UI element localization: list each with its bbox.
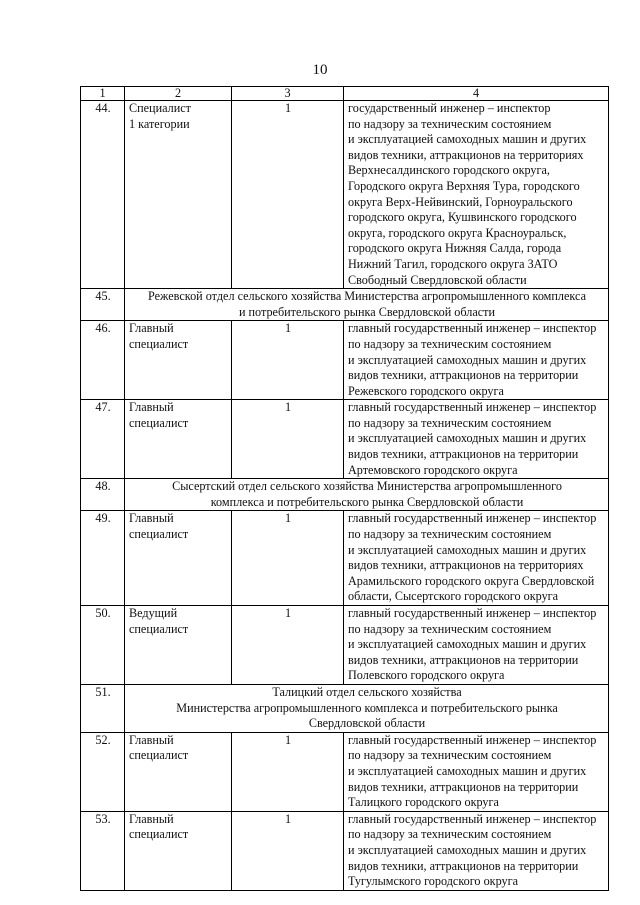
row-number: 48. (81, 479, 125, 511)
duties-description (344, 101, 609, 289)
position-title (125, 400, 232, 479)
duties-line: и эксплуатацией самоходных машин и других (348, 842, 587, 857)
table-header-row (81, 87, 609, 101)
position-line: специалист (129, 527, 189, 542)
table-row (81, 400, 609, 479)
table-row (81, 511, 609, 606)
column-header: 1 (81, 87, 125, 101)
position-line: 1 категории (129, 116, 190, 131)
duties-line: по надзору за техническим состоянием (348, 748, 552, 763)
duties-line: видов техники, аттракционов на территории (348, 447, 579, 462)
position-title (125, 606, 232, 685)
duties-description (344, 511, 609, 606)
position-line: специалист (129, 748, 189, 763)
row-number: 50. (81, 606, 125, 685)
duties-line: по надзору за техническим состоянием (348, 116, 552, 131)
position-line: Специалист (129, 101, 191, 115)
duties-line: округа Верх-Нейвинский, Горноуральского (348, 194, 573, 209)
duties-description (344, 606, 609, 685)
duties-line: по надзору за техническим состоянием (348, 827, 552, 842)
department-row (81, 479, 609, 511)
duties-line: Артемовского городского округа (348, 462, 518, 477)
column-header: 2 (125, 87, 232, 101)
duties-line: Режевского городского округа (348, 383, 504, 398)
position-line: Главный (129, 400, 174, 415)
duties-line: Свободный Свердловской области (348, 272, 527, 287)
staff-count: 1 (232, 101, 344, 289)
position-line: специалист (129, 827, 189, 842)
duties-line: Нижний Тагил, городского округа ЗАТО (348, 256, 558, 271)
row-number: 44. (81, 101, 125, 289)
table-body (81, 101, 609, 891)
page-number: 10 (312, 62, 328, 78)
duties-description (344, 811, 609, 890)
duties-line: по надзору за техническим состоянием (348, 336, 552, 351)
position-line: специалист (129, 621, 189, 636)
duties-line: области, Сысертского городского округа (348, 589, 559, 604)
duties-line: городского округа Нижняя Салда, города (348, 241, 562, 256)
department-line: Талицкий отдел сельского хозяйства (272, 684, 462, 699)
duties-description (344, 321, 609, 400)
staff-count: 1 (232, 811, 344, 890)
position-line: Главный (129, 732, 174, 747)
duties-line: Талицкого городского округа (348, 795, 499, 810)
department-line: Министерства агропромышленного комплекса и потребительского рынка (176, 700, 558, 715)
row-number: 46. (81, 321, 125, 400)
department-name (125, 479, 609, 511)
row-number: 49. (81, 511, 125, 606)
position-title (125, 321, 232, 400)
position-title (125, 101, 232, 289)
duties-line: Полевского городского округа (348, 668, 505, 683)
duties-line: по надзору за техническим состоянием (348, 527, 552, 542)
duties-line: Тугулымского городского округа (348, 874, 519, 889)
table-row (81, 321, 609, 400)
duties-line: и эксплуатацией самоходных машин и других (348, 542, 587, 557)
position-line: Главный (129, 321, 174, 336)
department-line: Сысертский отдел сельского хозяйства Министерства агропромышленного (172, 479, 562, 494)
duties-line: главный государственный инженер – инспектор (348, 811, 597, 826)
position-line: Главный (129, 511, 174, 526)
duties-line: главный государственный инженер – инспектор (348, 321, 597, 336)
department-row (81, 289, 609, 321)
row-number: 45. (81, 289, 125, 321)
duties-line: Городского округа Верхняя Тура, городского (348, 178, 580, 193)
duties-line: видов техники, аттракционов на территории (348, 652, 579, 667)
duties-line: видов техники, аттракционов на территории (348, 858, 579, 873)
duties-line: видов техники, аттракционов на территориях (348, 558, 584, 573)
position-title (125, 732, 232, 811)
staff-count: 1 (232, 732, 344, 811)
table-row (81, 606, 609, 685)
duties-line: видов техники, аттракционов на территории (348, 779, 579, 794)
duties-line: главный государственный инженер – инспектор (348, 606, 597, 620)
table-row (81, 101, 609, 289)
row-number: 47. (81, 400, 125, 479)
duties-line: Верхнесалдинского городского округа, (348, 163, 550, 178)
column-header: 4 (344, 87, 609, 101)
staff-count: 1 (232, 400, 344, 479)
duties-line: Арамильского городского округа Свердловской (348, 573, 595, 588)
duties-line: и эксплуатацией самоходных машин и других (348, 352, 587, 367)
position-line: специалист (129, 415, 189, 430)
duties-line: и эксплуатацией самоходных машин и других (348, 431, 587, 446)
table-row (81, 732, 609, 811)
department-line: Режевской отдел сельского хозяйства Министерства агропромышленного комплекса (147, 289, 586, 304)
staffing-table (80, 86, 609, 891)
duties-line: главный государственный инженер – инспектор (348, 732, 597, 747)
duties-line: видов техники, аттракционов на территориях (348, 147, 584, 162)
duties-line: по надзору за техническим состоянием (348, 415, 552, 430)
duties-description (344, 732, 609, 811)
department-name (125, 289, 609, 321)
duties-line: главный государственный инженер – инспектор (348, 400, 597, 415)
position-line: Ведущий (129, 606, 178, 620)
row-number: 52. (81, 732, 125, 811)
position-line: Главный (129, 811, 174, 826)
duties-line: государственный инженер – инспектор (348, 101, 551, 115)
row-number: 53. (81, 811, 125, 890)
duties-line: и эксплуатацией самоходных машин и других (348, 132, 587, 147)
position-title (125, 511, 232, 606)
row-number: 51. (81, 684, 125, 732)
staff-count: 1 (232, 511, 344, 606)
duties-line: и эксплуатацией самоходных машин и других (348, 763, 587, 778)
department-line: и потребительского рынка Свердловской области (238, 304, 496, 319)
department-line: комплекса и потребительского рынка Свердловской области (210, 494, 524, 509)
staff-count: 1 (232, 321, 344, 400)
department-name (125, 684, 609, 732)
duties-description (344, 400, 609, 479)
table-row (81, 811, 609, 890)
duties-line: и эксплуатацией самоходных машин и других (348, 637, 587, 652)
column-header: 3 (232, 87, 344, 101)
position-line: специалист (129, 336, 189, 351)
staff-count: 1 (232, 606, 344, 685)
duties-line: видов техники, аттракционов на территории (348, 368, 579, 383)
duties-line: округа, городского округа Красноуральск, (348, 225, 567, 240)
duties-line: по надзору за техническим состоянием (348, 621, 552, 636)
department-line: Свердловской области (308, 716, 426, 731)
position-title (125, 811, 232, 890)
department-row (81, 684, 609, 732)
duties-line: главный государственный инженер – инспектор (348, 511, 597, 526)
duties-line: городского округа, Кушвинского городского (348, 210, 577, 225)
